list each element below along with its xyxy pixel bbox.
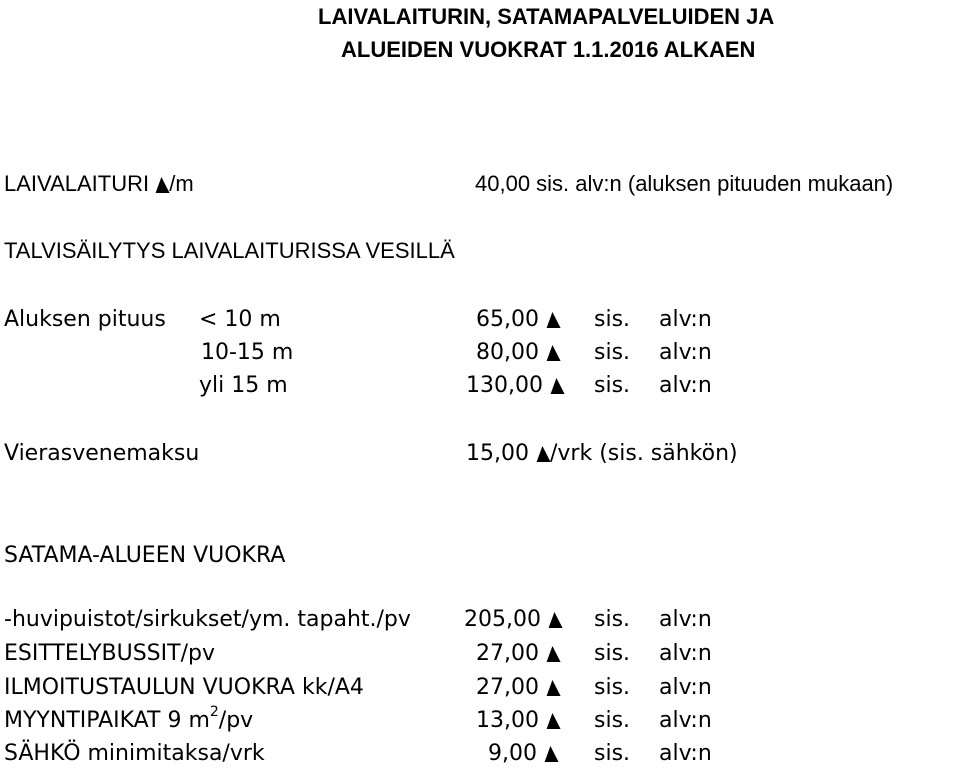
vierasvenemaksu-price	[466, 441, 738, 466]
satama-row-5-vat2: alv:n	[659, 741, 712, 766]
euro-icon	[546, 744, 558, 760]
euro-icon	[548, 711, 560, 727]
euro-icon	[548, 343, 560, 359]
satama-row-2-price	[476, 641, 560, 666]
euro-icon	[552, 376, 564, 392]
satama-row-4-vat: sis.	[594, 708, 631, 733]
satama-row-4-price	[476, 708, 560, 733]
satama-row-3-price	[476, 675, 560, 700]
price-value: 15,00	[466, 441, 529, 466]
satama-row-5-vat: sis.	[594, 741, 631, 766]
euro-icon	[550, 610, 562, 626]
laivalaituri-unit: /m	[169, 171, 194, 196]
price-value: 13,00	[476, 708, 539, 733]
satama-row-5-label: SÄHKÖ minimitaksa/vrk	[4, 741, 265, 766]
vat2-row-2: alv:n	[659, 340, 712, 365]
price-value: 205,00	[464, 607, 541, 632]
price-value: 65,00	[476, 307, 539, 332]
page-title-line1: LAIVALAITURIN, SATAMAPALVELUIDEN JA	[318, 4, 775, 29]
vat2-row-1: alv:n	[659, 307, 712, 332]
label-part-a: MYYNTIPAIKAT 9 m	[4, 708, 210, 733]
satama-row-1-label: -huvipuistot/sirkukset/ym. tapaht./pv	[4, 607, 411, 632]
laivalaituri-price: 40,00 sis. alv:n (aluksen pituuden mukaan)	[475, 171, 894, 196]
price-row-2	[476, 340, 560, 365]
vat2-row-3: alv:n	[659, 373, 712, 398]
price-value: 80,00	[476, 340, 539, 365]
vierasvenemaksu-label: Vierasvenemaksu	[4, 441, 200, 466]
satama-row-3-vat: sis.	[594, 675, 631, 700]
satama-row-4-vat2: alv:n	[659, 708, 712, 733]
vat-row-2: sis.	[594, 340, 631, 365]
satama-row-3-label: ILMOITUSTAULUN VUOKRA kk/A4	[4, 675, 364, 700]
size-row-1: < 10 m	[199, 307, 281, 332]
euro-icon	[548, 644, 560, 660]
laivalaituri-text: LAIVALAITURI	[4, 171, 150, 196]
laivalaituri-label	[4, 171, 194, 197]
euro-icon	[157, 175, 169, 191]
satama-row-1-price	[464, 607, 562, 632]
euro-icon	[548, 310, 560, 326]
satama-alue-heading: SATAMA-ALUEEN VUOKRA	[4, 543, 286, 568]
satama-row-2-vat: sis.	[594, 641, 631, 666]
satama-row-1-vat2: alv:n	[659, 607, 712, 632]
label-part-b: /pv	[218, 708, 254, 733]
page-title-line2: ALUEIDEN VUOKRAT 1.1.2016 ALKAEN	[341, 37, 756, 62]
price-row-1	[476, 307, 560, 332]
satama-row-1-vat: sis.	[594, 607, 631, 632]
satama-row-2-label: ESITTELYBUSSIT/pv	[4, 641, 215, 666]
price-value: 27,00	[476, 675, 539, 700]
price-value: 9,00	[488, 741, 537, 766]
vat-row-3: sis.	[594, 373, 631, 398]
price-row-3	[466, 373, 564, 398]
size-row-3: yli 15 m	[199, 373, 288, 398]
superscript-2: 2	[209, 704, 219, 720]
talvisailytys-heading: TALVISÄILYTYS LAIVALAITURISSA VESILLÄ	[4, 238, 455, 263]
aluksen-pituus-label: Aluksen pituus	[4, 307, 166, 332]
size-row-2: 10-15 m	[201, 340, 294, 365]
vierasvenemaksu-suffix: /vrk (sis. sähkön)	[549, 441, 738, 466]
vat-row-1: sis.	[594, 307, 631, 332]
satama-row-3-vat2: alv:n	[659, 675, 712, 700]
price-value: 27,00	[476, 641, 539, 666]
satama-row-5-price	[488, 741, 558, 766]
satama-row-2-vat2: alv:n	[659, 641, 712, 666]
euro-icon	[538, 444, 550, 460]
euro-icon	[548, 678, 560, 694]
satama-row-4-label	[4, 704, 254, 733]
price-value: 130,00	[466, 373, 543, 398]
